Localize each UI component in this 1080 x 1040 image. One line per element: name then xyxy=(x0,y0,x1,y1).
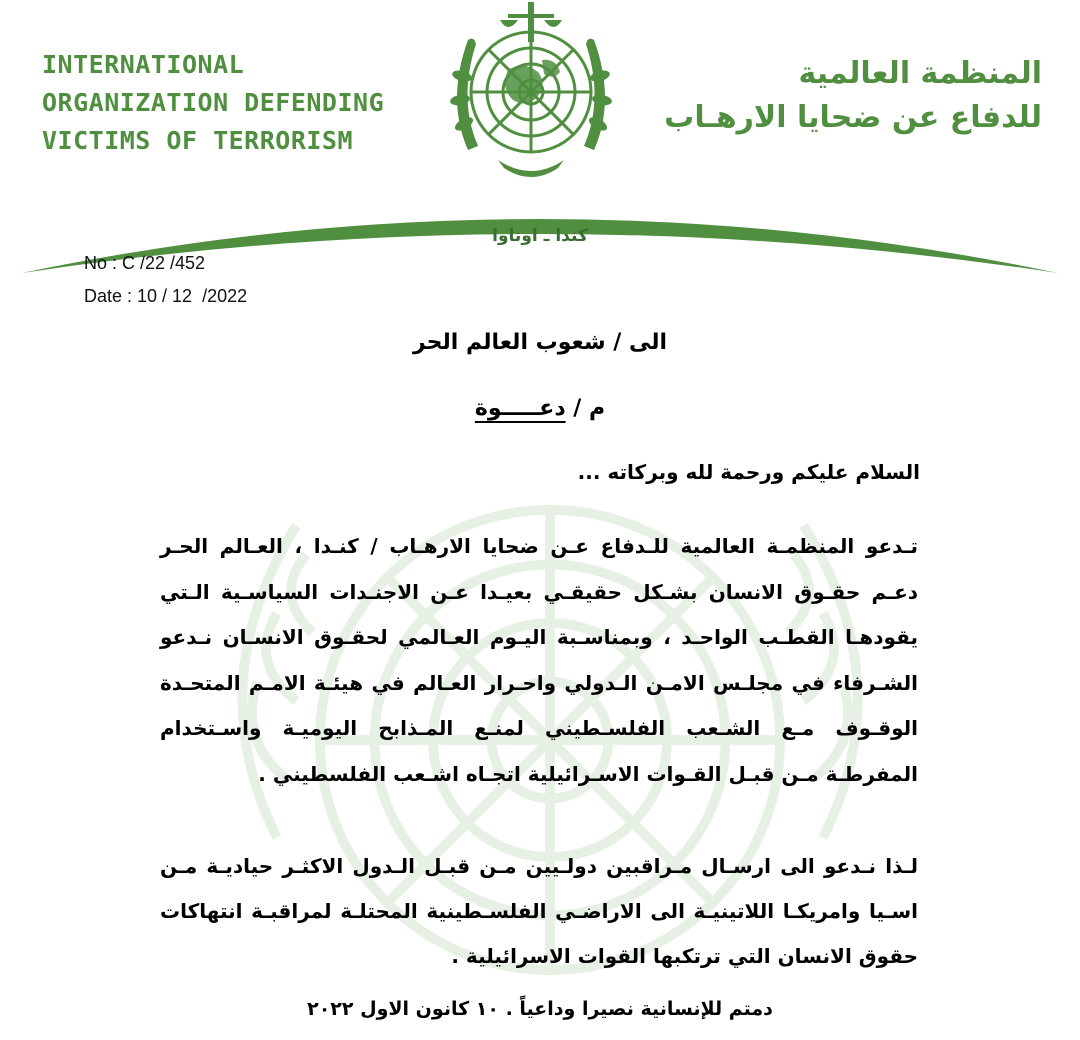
organization-emblem-icon xyxy=(438,0,624,188)
arabic-name-line: المنظمة العالمية xyxy=(798,56,1042,91)
body-paragraph-1: تـدعو المنظمـة العالمية للـدفاع عـن ضحايا الارهـاب / كنـدا ، العـالم الحـر دعـم حقـوق الانسان بشـكل حقيقـي بعيـدا عـن الاجنـدات السياسـية الـتي يقودهـا القطـب الواحـد ، وبمناسـبة اليـوم العـالمي لحقـوق الانسـان نـدعو الشـرفاء في مجلـس الامـن الـدولي واحـرار العـالم في هيئـة الامـم المتحـدة الوقـوف مـع الشـعب الفلسـطيني لمنـع المـذابح اليوميـة واسـتخدام المفرطـة مـن قبـل القـوات الاسـرائيلية اتجـاه اشـعب الفلسطيني . xyxy=(160,534,918,786)
subject-prefix: م / xyxy=(565,396,606,421)
letter-date: Date : 10 / 12 /2022 xyxy=(84,286,248,306)
greeting: السلام عليكم ورحمة لله وبركاته ... xyxy=(577,460,920,484)
arabic-name-line: للدفاع عن ضحايا الارهـاب xyxy=(664,100,1042,135)
subject-line xyxy=(0,396,1080,421)
reference-number: No : C /22 /452 xyxy=(84,253,206,273)
recipient-line: الى / شعوب العالم الحر xyxy=(412,330,668,355)
subject-text: دعـــــوة xyxy=(474,396,566,421)
english-name-line: INTERNATIONAL xyxy=(42,50,245,79)
english-name-line: ORGANIZATION DEFENDING xyxy=(42,88,385,117)
english-name-line: VICTIMS OF TERRORISM xyxy=(42,126,354,155)
organization-name-arabic xyxy=(664,52,1042,140)
organization-name-english xyxy=(42,46,384,160)
body-paragraph-2: لـذا نـدعو الى ارسـال مـراقبين دولـيين مـن قبـل الـدول الاكثـر حياديـة مـن اسـيا وامريكـا اللاتينيـة الى الاراضـي الفلسـطينية المحتلـة لمراقبـة انتهاكات حقوق الانسان التي ترتكبها القوات الاسرائيلية . xyxy=(160,854,918,968)
location-label: كندا ـ اوتاوا xyxy=(492,226,588,246)
closing-line: دمتم للإنسانية نصيرا وداعياً . ١٠ كانون الاول ٢٠٢٢ xyxy=(307,998,773,1020)
